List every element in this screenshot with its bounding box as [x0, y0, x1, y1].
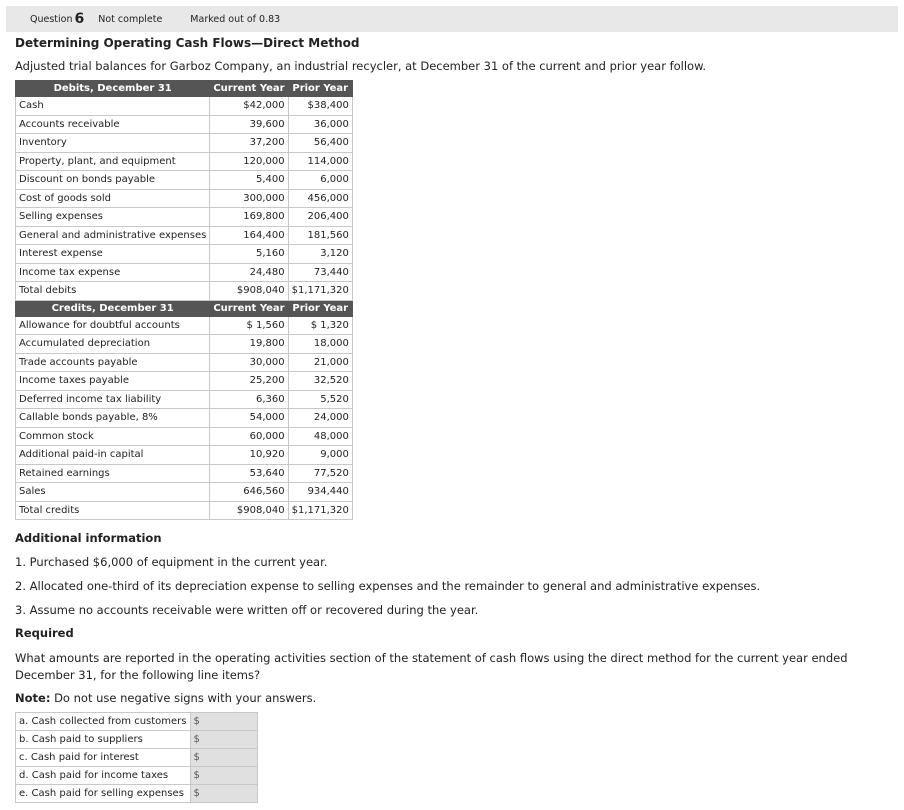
table-row [16, 427, 353, 446]
answer-input[interactable] [190, 731, 257, 749]
table-row [16, 446, 353, 465]
amount-cell: 300,000 [210, 189, 288, 208]
intro-text: Adjusted trial balances for Garboz Company, an industrial recycler, at December 31 of the current and prior year follow. [15, 59, 707, 73]
account-name-cell: Inventory [16, 134, 210, 153]
account-name-cell: Selling expenses [16, 208, 210, 227]
problem-title: Determining Operating Cash Flows—Direct Method [15, 36, 360, 50]
account-name-cell: Sales [16, 483, 210, 502]
debits-column-header: Current Year [210, 81, 288, 97]
credits-header-row [16, 300, 353, 316]
currency-symbol: $ [193, 770, 200, 781]
required-question: What amounts are reported in the operating activities section of the statement of cash flows using the direct method for the current year ended December 31, for the following line items? [15, 651, 848, 682]
amount-cell: 120,000 [210, 152, 288, 171]
debits-column-header: Debits, December 31 [16, 81, 210, 97]
answer-label: e. Cash paid for selling expenses [16, 785, 191, 803]
credits-column-header: Current Year [210, 300, 288, 316]
account-name-cell: Income taxes payable [16, 372, 210, 391]
amount-cell: 9,000 [288, 446, 352, 465]
marks-text: Marked out of 0.83 [190, 13, 281, 25]
account-name-cell: Deferred income tax liability [16, 390, 210, 409]
amount-cell: 10,920 [210, 446, 288, 465]
answer-label: a. Cash collected from customers [16, 713, 191, 731]
amount-cell: 114,000 [288, 152, 352, 171]
table-row [16, 409, 353, 428]
account-name-cell: Cash [16, 97, 210, 116]
amount-cell: 646,560 [210, 483, 288, 502]
amount-cell: 39,600 [210, 115, 288, 134]
amount-cell: 32,520 [288, 372, 352, 391]
account-name-cell: Interest expense [16, 245, 210, 264]
table-row [16, 171, 353, 190]
trial-balance-table [15, 80, 353, 520]
total-row [16, 282, 353, 301]
amount-cell: 30,000 [210, 353, 288, 372]
additional-item: 1. Purchased $6,000 of equipment in the current year. [15, 555, 328, 569]
total-amount-cell: $908,040 [210, 501, 288, 520]
amount-cell: 48,000 [288, 427, 352, 446]
total-row [16, 501, 353, 520]
amount-cell: $38,400 [288, 97, 352, 116]
table-row [16, 245, 353, 264]
note-label: Note: [15, 691, 51, 705]
additional-item: 2. Allocated one-third of its depreciation expense to selling expenses and the remainder to general and administrative expenses. [15, 579, 761, 593]
total-amount-cell: $1,171,320 [288, 501, 352, 520]
amount-cell: 5,520 [288, 390, 352, 409]
required-heading: Required [15, 626, 74, 640]
table-row [16, 464, 353, 483]
answer-input[interactable] [190, 767, 257, 785]
amount-cell: $42,000 [210, 97, 288, 116]
question-label: Question [30, 13, 73, 25]
account-name-cell: Discount on bonds payable [16, 171, 210, 190]
amount-cell: 6,360 [210, 390, 288, 409]
account-name-cell: Cost of goods sold [16, 189, 210, 208]
amount-cell: 25,200 [210, 372, 288, 391]
answer-row [16, 785, 258, 803]
account-name-cell: Accounts receivable [16, 115, 210, 134]
account-name-cell: Common stock [16, 427, 210, 446]
note [15, 691, 316, 705]
answer-row [16, 767, 258, 785]
amount-cell: 3,120 [288, 245, 352, 264]
answer-row [16, 749, 258, 767]
account-name-cell: Trade accounts payable [16, 353, 210, 372]
table-row [16, 208, 353, 227]
amount-cell: 934,440 [288, 483, 352, 502]
amount-cell: 21,000 [288, 353, 352, 372]
question-info-bar [6, 6, 898, 32]
table-row [16, 353, 353, 372]
amount-cell: 77,520 [288, 464, 352, 483]
total-amount-cell: $1,171,320 [288, 282, 352, 301]
amount-cell: 54,000 [210, 409, 288, 428]
answer-label: c. Cash paid for interest [16, 749, 191, 767]
amount-cell: 19,800 [210, 335, 288, 354]
amount-cell: 206,400 [288, 208, 352, 227]
additional-heading: Additional information [15, 531, 162, 545]
account-name-cell: Property, plant, and equipment [16, 152, 210, 171]
account-name-cell: Income tax expense [16, 263, 210, 282]
answer-input[interactable] [190, 785, 257, 803]
answer-row [16, 731, 258, 749]
amount-cell: 5,160 [210, 245, 288, 264]
account-name-cell: Retained earnings [16, 464, 210, 483]
table-row [16, 152, 353, 171]
amount-cell: 456,000 [288, 189, 352, 208]
amount-cell: 56,400 [288, 134, 352, 153]
table-row [16, 97, 353, 116]
total-label-cell: Total debits [16, 282, 210, 301]
table-row [16, 263, 353, 282]
amount-cell: 18,000 [288, 335, 352, 354]
answer-label: b. Cash paid to suppliers [16, 731, 191, 749]
table-row [16, 372, 353, 391]
currency-symbol: $ [193, 752, 200, 763]
answer-label: d. Cash paid for income taxes [16, 767, 191, 785]
amount-cell: $ 1,560 [210, 316, 288, 335]
amount-cell: 164,400 [210, 226, 288, 245]
amount-cell: 5,400 [210, 171, 288, 190]
answer-input[interactable] [190, 749, 257, 767]
total-label-cell: Total credits [16, 501, 210, 520]
amount-cell: 6,000 [288, 171, 352, 190]
credits-column-header: Credits, December 31 [16, 300, 210, 316]
account-name-cell: Accumulated depreciation [16, 335, 210, 354]
answer-input[interactable] [190, 713, 257, 731]
credits-column-header: Prior Year [288, 300, 352, 316]
total-amount-cell: $908,040 [210, 282, 288, 301]
table-row [16, 189, 353, 208]
debits-column-header: Prior Year [288, 81, 352, 97]
currency-symbol: $ [193, 734, 200, 745]
amount-cell: 37,200 [210, 134, 288, 153]
question-number: 6 [74, 11, 85, 27]
table-row [16, 390, 353, 409]
note-text: Do not use negative signs with your answers. [50, 691, 317, 705]
amount-cell: 24,480 [210, 263, 288, 282]
amount-cell: 24,000 [288, 409, 352, 428]
status-text: Not complete [98, 13, 163, 25]
amount-cell: 169,800 [210, 208, 288, 227]
amount-cell: 53,640 [210, 464, 288, 483]
table-row [16, 115, 353, 134]
currency-symbol: $ [193, 788, 200, 799]
table-row [16, 335, 353, 354]
amount-cell: 181,560 [288, 226, 352, 245]
table-row [16, 226, 353, 245]
account-name-cell: Additional paid-in capital [16, 446, 210, 465]
account-name-cell: Allowance for doubtful accounts [16, 316, 210, 335]
additional-item: 3. Assume no accounts receivable were written off or recovered during the year. [15, 603, 479, 617]
table-row [16, 316, 353, 335]
debits-header-row [16, 81, 353, 97]
account-name-cell: General and administrative expenses [16, 226, 210, 245]
answer-table [15, 712, 258, 803]
amount-cell: $ 1,320 [288, 316, 352, 335]
amount-cell: 73,440 [288, 263, 352, 282]
currency-symbol: $ [193, 716, 200, 727]
amount-cell: 60,000 [210, 427, 288, 446]
answer-row [16, 713, 258, 731]
table-row [16, 134, 353, 153]
amount-cell: 36,000 [288, 115, 352, 134]
table-row [16, 483, 353, 502]
account-name-cell: Callable bonds payable, 8% [16, 409, 210, 428]
